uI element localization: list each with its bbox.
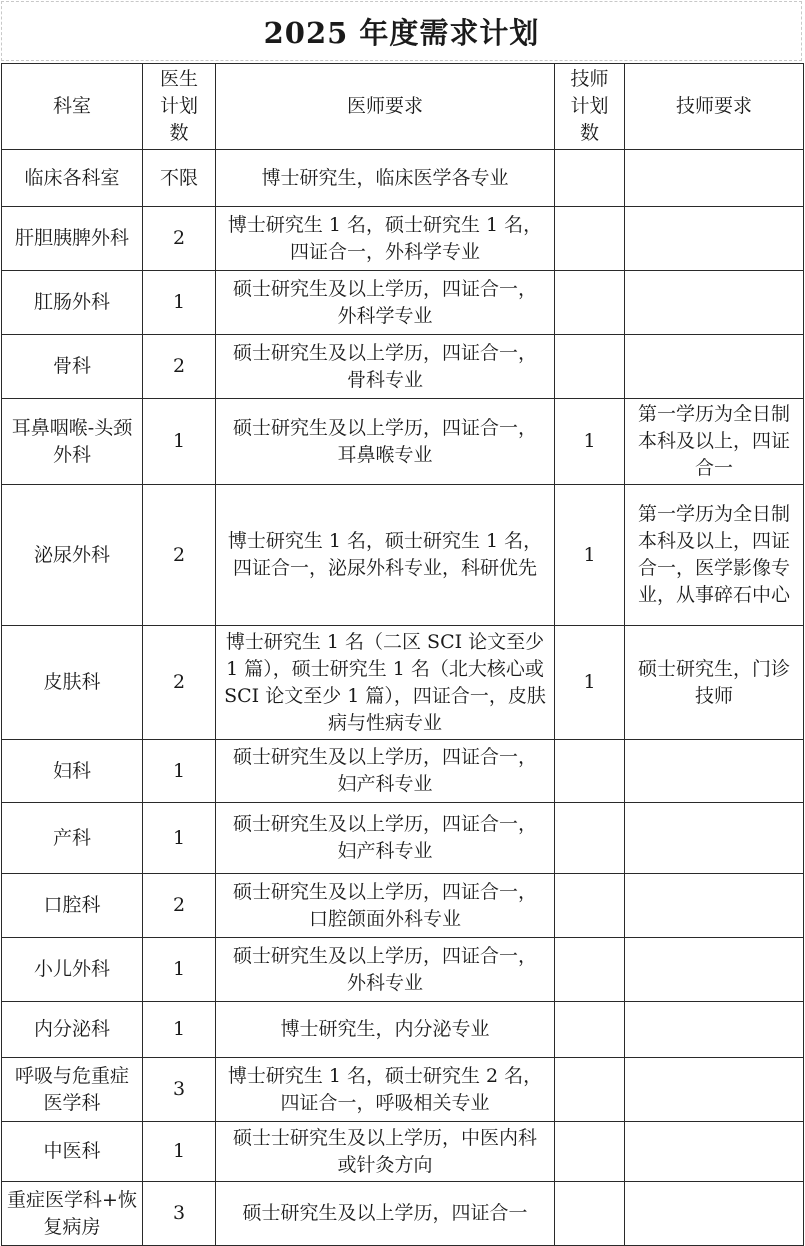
cell-technician-requirement — [625, 874, 804, 938]
cell-doctor-count: 2 — [143, 335, 216, 399]
cell-department: 骨科 — [2, 335, 143, 399]
cell-doctor-requirement: 博士研究生 1 名，硕士研究生 1 名，四证合一，外科学专业 — [216, 207, 555, 271]
cell-department: 泌尿外科 — [2, 485, 143, 626]
header-doctor-count: 医生计划数 — [143, 64, 216, 150]
cell-doctor-requirement: 博士研究生 1 名（二区 SCI 论文至少 1 篇），硕士研究生 1 名（北大核心或 SCI 论文至少 1 篇），四证合一，皮肤病与性病专业 — [216, 626, 555, 740]
cell-technician-requirement: 第一学历为全日制本科及以上，四证合一 — [625, 399, 804, 485]
cell-department: 肛肠外科 — [2, 271, 143, 335]
table-row — [2, 335, 804, 399]
cell-department: 临床各科室 — [2, 150, 143, 207]
cell-doctor-requirement: 博士研究生 1 名，硕士研究生 1 名，四证合一，泌尿外科专业，科研优先 — [216, 485, 555, 626]
cell-doctor-count: 1 — [143, 1122, 216, 1182]
cell-department: 中医科 — [2, 1122, 143, 1182]
title-bar — [1, 1, 802, 61]
cell-doctor-count: 1 — [143, 803, 216, 874]
cell-technician-requirement — [625, 335, 804, 399]
cell-department: 口腔科 — [2, 874, 143, 938]
cell-doctor-count: 1 — [143, 938, 216, 1002]
table-row — [2, 1058, 804, 1122]
table-row — [2, 626, 804, 740]
table-body — [2, 150, 804, 1246]
table-row — [2, 150, 804, 207]
cell-doctor-count: 3 — [143, 1182, 216, 1246]
cell-doctor-count: 2 — [143, 874, 216, 938]
cell-technician-count — [555, 1182, 625, 1246]
cell-department: 皮肤科 — [2, 626, 143, 740]
cell-doctor-requirement: 硕士研究生及以上学历，四证合一，外科专业 — [216, 938, 555, 1002]
cell-doctor-requirement: 硕士研究生及以上学历，四证合一 — [216, 1182, 555, 1246]
cell-doctor-requirement: 博士研究生，内分泌专业 — [216, 1002, 555, 1058]
cell-technician-count — [555, 271, 625, 335]
header-technician-count: 技师计划数 — [555, 64, 625, 150]
table-row — [2, 1182, 804, 1246]
cell-department: 呼吸与危重症医学科 — [2, 1058, 143, 1122]
cell-department: 小儿外科 — [2, 938, 143, 1002]
cell-technician-requirement: 第一学历为全日制本科及以上，四证合一，医学影像专业，从事碎石中心 — [625, 485, 804, 626]
cell-doctor-count: 2 — [143, 485, 216, 626]
cell-technician-requirement — [625, 740, 804, 803]
cell-technician-count — [555, 1122, 625, 1182]
header-doctor-requirement: 医师要求 — [216, 64, 555, 150]
table-row — [2, 1002, 804, 1058]
cell-doctor-count: 2 — [143, 626, 216, 740]
cell-doctor-requirement: 硕士研究生及以上学历，四证合一，妇产科专业 — [216, 740, 555, 803]
header-technician-requirement: 技师要求 — [625, 64, 804, 150]
cell-technician-count: 1 — [555, 399, 625, 485]
cell-doctor-requirement: 硕士士研究生及以上学历，中医内科或针灸方向 — [216, 1122, 555, 1182]
table-row — [2, 938, 804, 1002]
cell-doctor-count: 2 — [143, 207, 216, 271]
cell-technician-requirement — [625, 803, 804, 874]
cell-doctor-requirement: 硕士研究生及以上学历，四证合一，外科学专业 — [216, 271, 555, 335]
cell-technician-count — [555, 1058, 625, 1122]
cell-technician-requirement — [625, 938, 804, 1002]
page-title: 2025 年度需求计划 — [263, 15, 540, 50]
cell-technician-count — [555, 938, 625, 1002]
demand-plan-table — [1, 63, 804, 1246]
cell-technician-count — [555, 803, 625, 874]
cell-technician-count — [555, 874, 625, 938]
cell-technician-requirement — [625, 1122, 804, 1182]
cell-technician-count: 1 — [555, 626, 625, 740]
table-row — [2, 1122, 804, 1182]
cell-doctor-requirement: 硕士研究生及以上学历，四证合一，妇产科专业 — [216, 803, 555, 874]
cell-doctor-requirement: 博士研究生 1 名，硕士研究生 2 名，四证合一，呼吸相关专业 — [216, 1058, 555, 1122]
cell-technician-count — [555, 335, 625, 399]
cell-technician-requirement: 硕士研究生，门诊技师 — [625, 626, 804, 740]
cell-technician-requirement — [625, 150, 804, 207]
cell-doctor-requirement: 硕士研究生及以上学历，四证合一，骨科专业 — [216, 335, 555, 399]
cell-technician-requirement — [625, 1002, 804, 1058]
cell-doctor-requirement: 硕士研究生及以上学历，四证合一，耳鼻喉专业 — [216, 399, 555, 485]
header-row — [2, 64, 804, 150]
cell-department: 产科 — [2, 803, 143, 874]
cell-department: 内分泌科 — [2, 1002, 143, 1058]
cell-technician-count: 1 — [555, 485, 625, 626]
table-row — [2, 399, 804, 485]
table-row — [2, 271, 804, 335]
cell-technician-requirement — [625, 207, 804, 271]
cell-doctor-count: 3 — [143, 1058, 216, 1122]
cell-doctor-requirement: 博士研究生，临床医学各专业 — [216, 150, 555, 207]
cell-doctor-count: 1 — [143, 399, 216, 485]
table-row — [2, 207, 804, 271]
table-row — [2, 485, 804, 626]
cell-technician-count — [555, 207, 625, 271]
cell-department: 肝胆胰脾外科 — [2, 207, 143, 271]
cell-technician-count — [555, 1002, 625, 1058]
cell-technician-count — [555, 740, 625, 803]
cell-department: 妇科 — [2, 740, 143, 803]
table-row — [2, 740, 804, 803]
cell-department: 耳鼻咽喉-头颈外科 — [2, 399, 143, 485]
cell-doctor-count: 1 — [143, 271, 216, 335]
table-row — [2, 803, 804, 874]
header-dept: 科室 — [2, 64, 143, 150]
cell-doctor-requirement: 硕士研究生及以上学历，四证合一，口腔颌面外科专业 — [216, 874, 555, 938]
cell-technician-count — [555, 150, 625, 207]
table-row — [2, 874, 804, 938]
cell-doctor-count: 不限 — [143, 150, 216, 207]
cell-technician-requirement — [625, 271, 804, 335]
cell-doctor-count: 1 — [143, 1002, 216, 1058]
cell-department: 重症医学科+恢复病房 — [2, 1182, 143, 1246]
cell-technician-requirement — [625, 1058, 804, 1122]
cell-technician-requirement — [625, 1182, 804, 1246]
cell-doctor-count: 1 — [143, 740, 216, 803]
